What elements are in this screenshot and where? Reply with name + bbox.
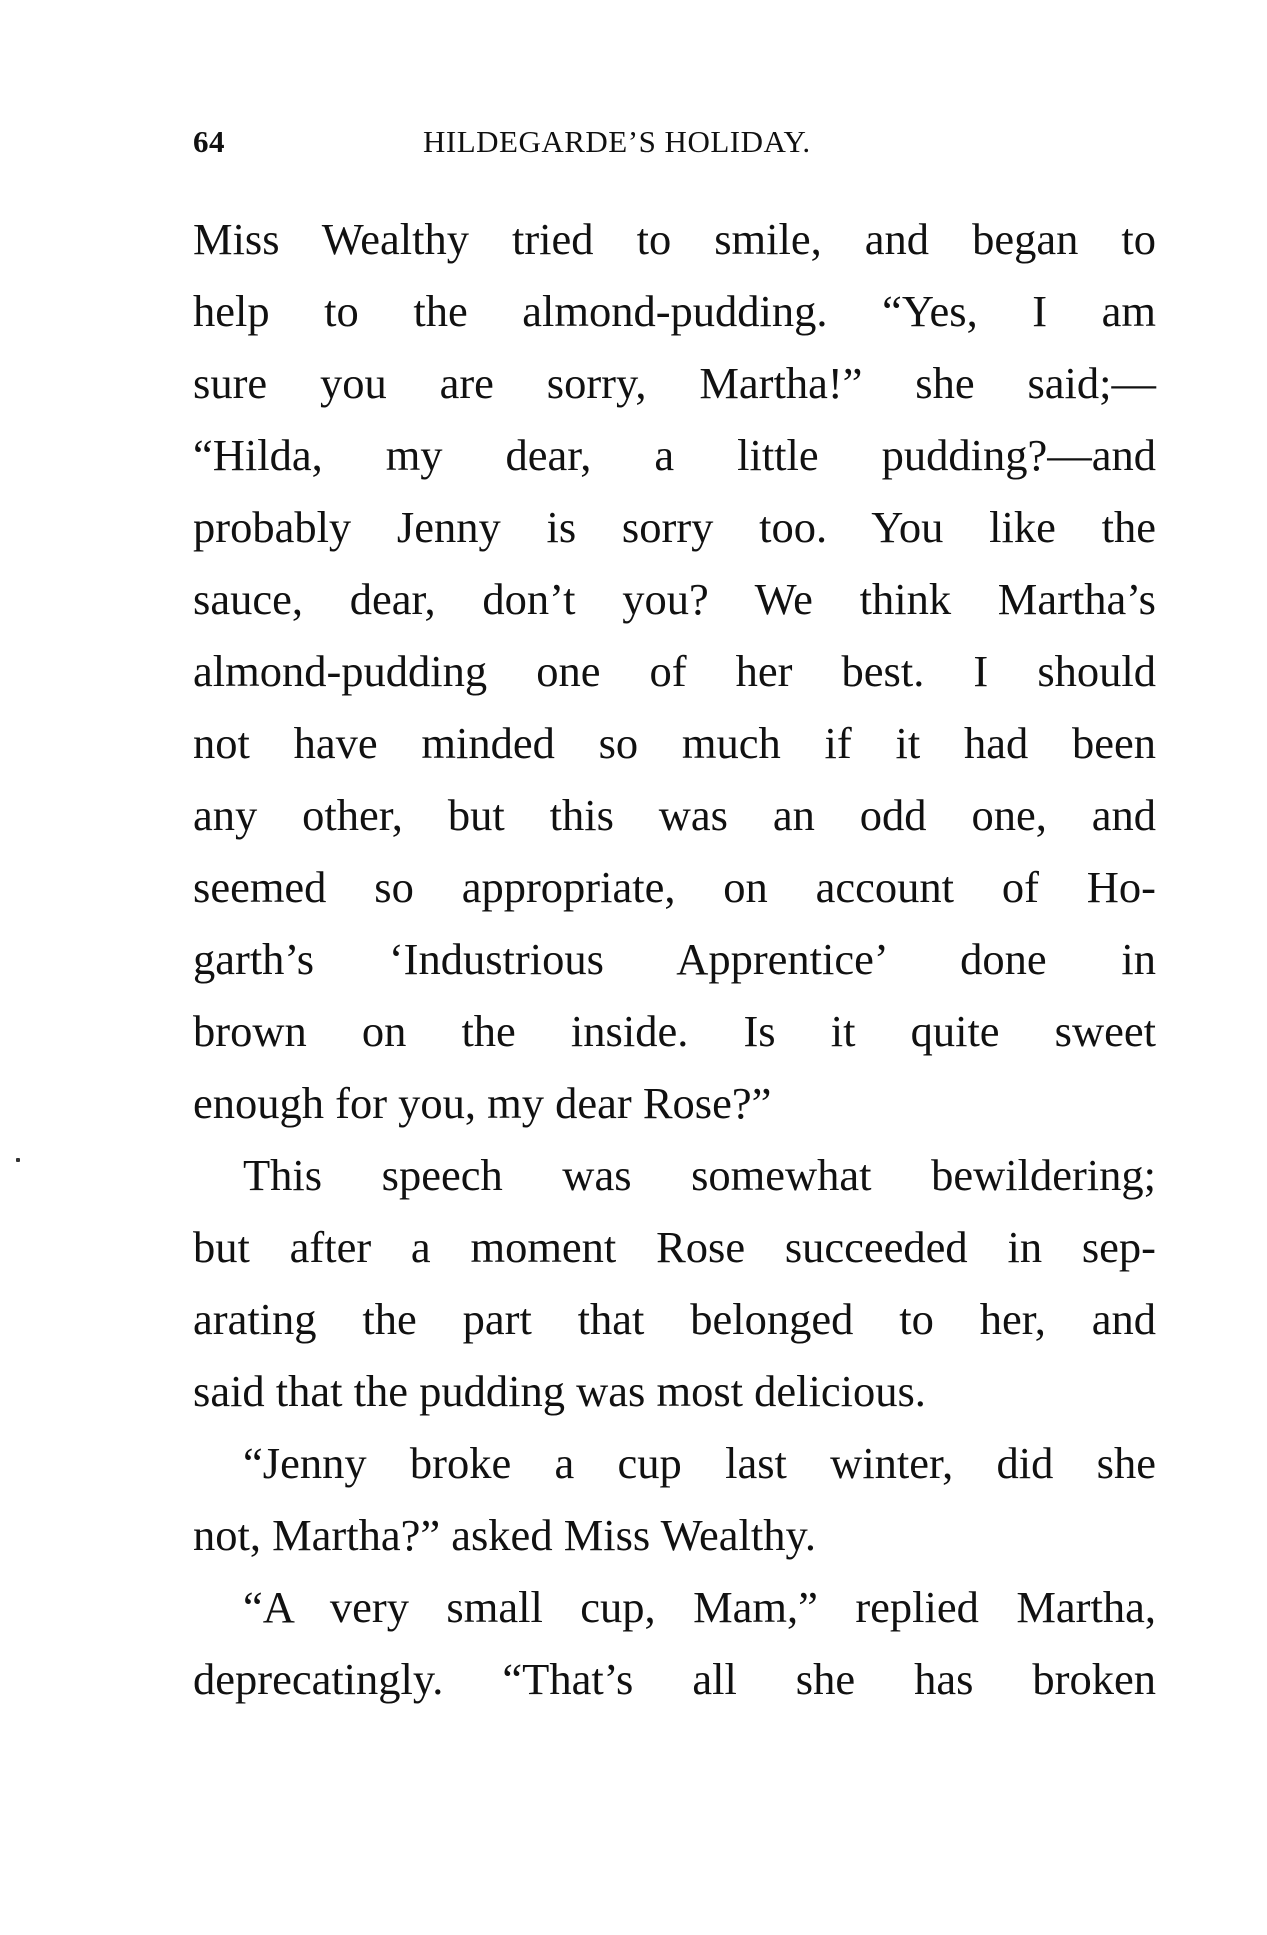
- text-line: brown on the inside. Is it quite sweet: [193, 1006, 1156, 1056]
- text-line: help to the almond-pudding. “Yes, I am: [193, 286, 1156, 336]
- text-line: deprecatingly. “That’s all she has broken: [193, 1654, 1156, 1704]
- text-line: any other, but this was an odd one, and: [193, 790, 1156, 840]
- text-line: not, Martha?” asked Miss Wealthy.: [193, 1510, 816, 1560]
- body-text: [193, 203, 1156, 1715]
- text-line: enough for you, my dear Rose?”: [193, 1078, 772, 1128]
- text-line: garth’s ‘Industrious Apprentice’ done in: [193, 934, 1156, 984]
- text-line: said that the pudding was most delicious.: [193, 1366, 926, 1416]
- text-line: arating the part that belonged to her, and: [193, 1294, 1156, 1344]
- text-line: sauce, dear, don’t you? We think Martha’s: [193, 574, 1156, 624]
- text-line: almond-pudding one of her best. I should: [193, 646, 1156, 696]
- page-number: 64: [193, 124, 225, 159]
- running-head: [193, 122, 938, 162]
- text-line: but after a moment Rose succeeded in sep-: [193, 1222, 1156, 1272]
- text-line: “Jenny broke a cup last winter, did she: [243, 1438, 1156, 1488]
- text-line: Miss Wealthy tried to smile, and began to: [193, 214, 1156, 264]
- text-line: seemed so appropriate, on account of Ho-: [193, 862, 1156, 912]
- text-line: sure you are sorry, Martha!” she said;—: [193, 358, 1156, 408]
- text-line: not have minded so much if it had been: [193, 718, 1156, 768]
- text-line: “Hilda, my dear, a little pudding?—and: [193, 430, 1156, 480]
- text-line: probably Jenny is sorry too. You like the: [193, 502, 1156, 552]
- text-line: This speech was somewhat bewildering;: [243, 1150, 1156, 1200]
- running-title: HILDEGARDE’S HOLIDAY.: [423, 124, 811, 159]
- margin-speck: [16, 1158, 20, 1162]
- text-line: “A very small cup, Mam,” replied Martha,: [243, 1582, 1156, 1632]
